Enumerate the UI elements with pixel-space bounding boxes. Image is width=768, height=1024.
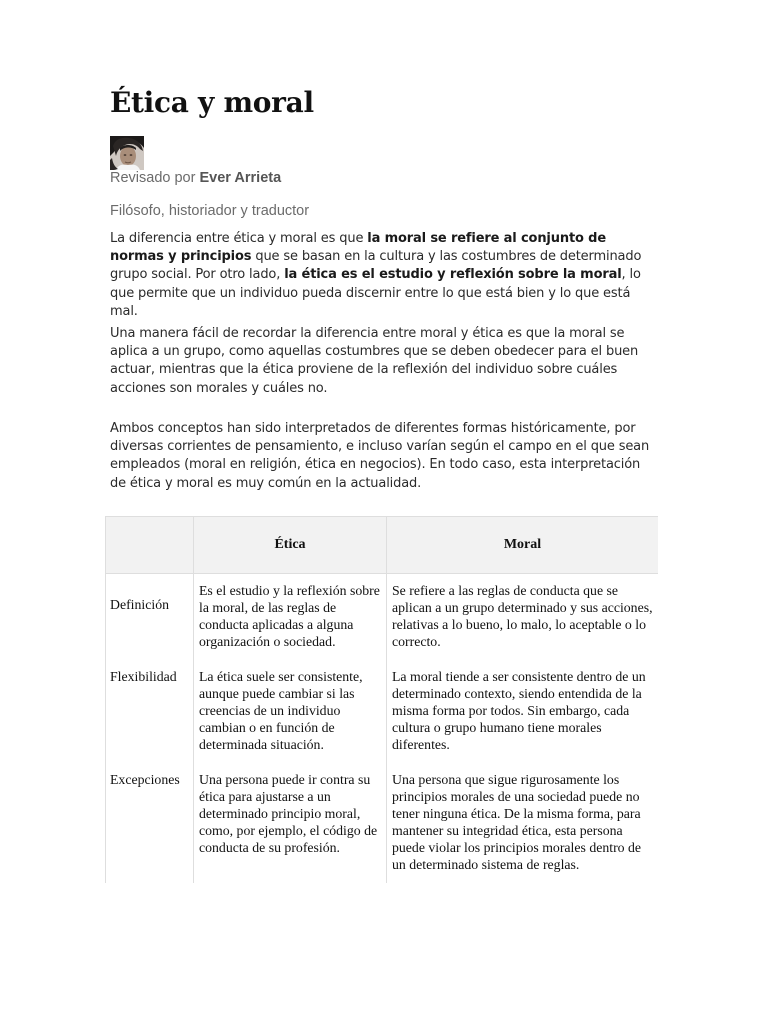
comparison-table bbox=[105, 516, 658, 883]
avatar-photo-icon bbox=[110, 136, 144, 170]
row-label-excepciones: Excepciones bbox=[106, 763, 194, 883]
table-header-etica: Ética bbox=[194, 517, 387, 574]
table-row bbox=[106, 574, 659, 661]
intro-paragraph bbox=[110, 230, 658, 321]
intro-text-3: , lo que permite que un individuo pueda discernir entre lo que está bien y lo que está mal. bbox=[110, 267, 641, 319]
intro-text-1: La diferencia entre ética y moral es que bbox=[110, 231, 368, 246]
page-title: Ética y moral bbox=[110, 86, 314, 119]
cell-moral-flexibilidad: La moral tiende a ser consistente dentro de un determinado contexto, siendo entendida de la misma forma por todos. Sin embargo, cada cultura o grupo humano tiene morales diferentes. bbox=[387, 660, 659, 763]
table-header-empty bbox=[106, 517, 194, 574]
reviewer-avatar[interactable] bbox=[110, 136, 144, 170]
comparison-table-wrapper bbox=[105, 516, 658, 908]
row-label-definicion: Definición bbox=[106, 574, 194, 661]
intro-text-2: que se basan en la cultura y las costumbres de determinado grupo social. Por otro lado, bbox=[110, 249, 642, 283]
intro-bold-1: la moral se refiere al conjunto de normas y principios bbox=[110, 231, 606, 265]
third-paragraph: Ambos conceptos han sido interpretados de diferentes formas históricamente, por diversas corrientes de pensamiento, e incluso varían según el campo en el que sean empleados (moral en religión, ética en negocios). En todo caso, esta interpretación de ética y moral es muy común en la actualidad. bbox=[110, 421, 650, 491]
reviewed-by-label: Revisado por bbox=[110, 170, 196, 186]
table-row bbox=[106, 660, 659, 763]
row-label-flexibilidad: Flexibilidad bbox=[106, 660, 194, 763]
table-row bbox=[106, 763, 659, 883]
reviewer-name[interactable]: Ever Arrieta bbox=[199, 170, 282, 186]
cell-moral-excepciones: Una persona que sigue rigurosamente los principios morales de una sociedad puede no tener ninguna ética. De la misma forma, para mantener su integridad ética, esta persona puede violar los principios morales dentro de un determinado sistema de reglas. bbox=[387, 763, 659, 883]
reviewer-role: Filósofo, historiador y traductor bbox=[110, 203, 310, 219]
second-paragraph: Una manera fácil de recordar la diferencia entre moral y ética es que la moral se aplica a un grupo, como aquellas costumbres que se deben obedecer para el buen actuar, mientras que la ética proviene de la reflexión del individuo sobre cuáles acciones son morales y cuáles no. bbox=[110, 326, 639, 396]
cell-etica-excepciones: Una persona puede ir contra su ética para ajustarse a un determinado principio moral, como, por ejemplo, el código de conducta de su profesión. bbox=[194, 763, 387, 883]
cell-moral-definicion: Se refiere a las reglas de conducta que se aplican a un grupo determinado y sus acciones, relativas a lo bueno, lo malo, lo aceptable o lo correcto. bbox=[387, 574, 659, 661]
cell-etica-definicion: Es el estudio y la reflexión sobre la moral, de las reglas de conducta aplicadas a alguna organización o sociedad. bbox=[194, 574, 387, 661]
intro-bold-2: la ética es el estudio y reflexión sobre la moral bbox=[284, 267, 622, 283]
cell-etica-flexibilidad: La ética suele ser consistente, aunque puede cambiar si las creencias de un individuo cambian o en función de determinada situación. bbox=[194, 660, 387, 763]
reviewer-line bbox=[110, 170, 281, 186]
table-header-moral: Moral bbox=[387, 517, 659, 574]
table-header-row bbox=[106, 517, 659, 574]
